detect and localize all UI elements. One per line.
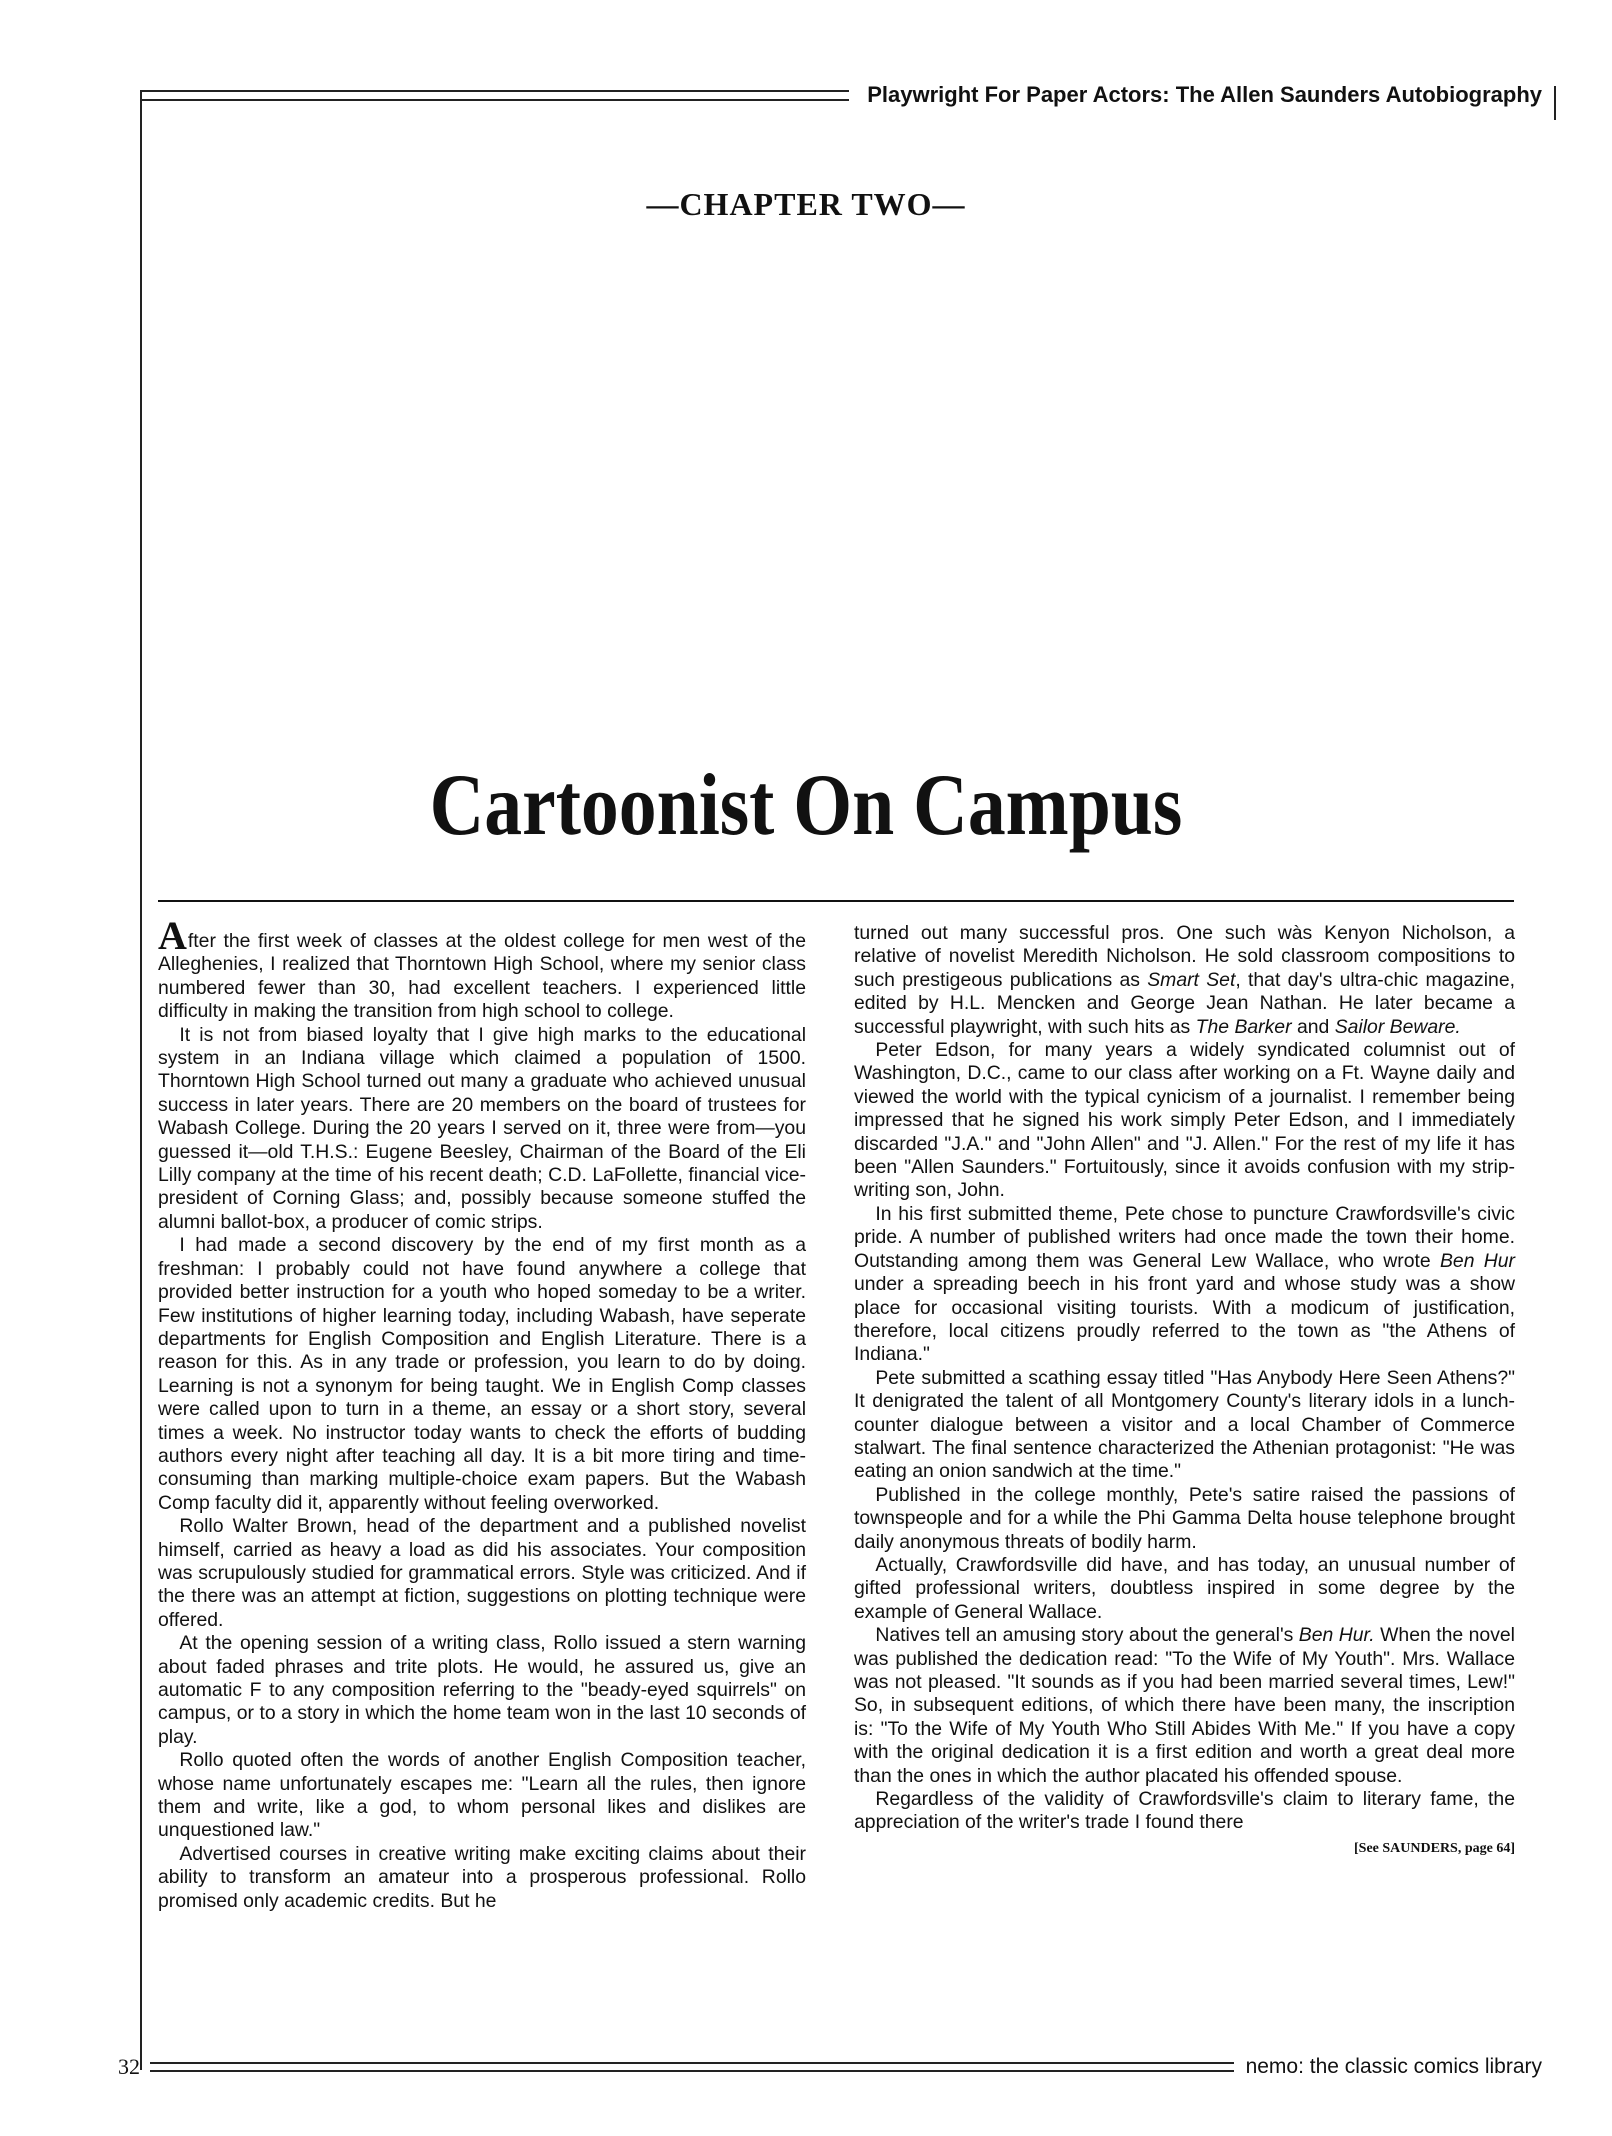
right-column — [854, 922, 1515, 1860]
paragraph: It is not from biased loyalty that I give high marks to the educational system in an Indiana village which claimed a population of 1500. Thorntown High School turned out many a graduate who achieved unusual success in later years. There are 20 members on the board of trustees for Wabash College. During the 20 years I served on it, three were from—you guessed it—old T.H.S.: Eugene Beesley, Chairman of the Board of the Eli Lilly company at the time of his recent death; C.D. LaFollette, financial vice-president of Corning Glass; and, possibly because someone stuffed the alumni ballot-box, a producer of comic strips. — [158, 1023, 806, 1233]
running-header — [140, 76, 1542, 114]
paragraph — [854, 922, 1515, 1039]
left-column — [158, 913, 806, 1913]
text-run: and — [1291, 1015, 1335, 1038]
paragraph: Advertised courses in creative writing make exciting claims about their ability to transform an amateur into a prosperous professional. Rollo promised only academic credits. But he — [158, 1842, 806, 1912]
paragraph: Pete submitted a scathing essay titled "Has Anybody Here Seen Athens?" It denigrated the talent of all Montgomery County's literary idols in a lunch-counter dialogue between a visitor and a local Chamber of Commerce stalwart. The final sentence characterized the Athenian protagonist: "He was eating an onion sandwich at the time." — [854, 1366, 1515, 1483]
italic-title: Sailor Beware. — [1334, 1015, 1461, 1038]
continued-note: [See SAUNDERS, page 64] — [1354, 1840, 1515, 1856]
page-number: 32 — [118, 2054, 140, 2079]
text-run: turned out many successful pros. One such wàs Kenyon Nicholson, a relative of novelist Meredith Nicholson. He sold classroom compositions to such prestigeous publications as — [854, 922, 1515, 991]
text-run: Natives tell an amusing story about the general's — [875, 1624, 1299, 1647]
publication-name: nemo: the classic comics library — [1245, 2055, 1542, 2078]
italic-title: Smart Set — [1147, 968, 1236, 991]
italic-title: The Barker — [1195, 1015, 1292, 1038]
title-rule — [158, 900, 1514, 902]
paragraph — [158, 913, 806, 1024]
paragraph: At the opening session of a writing class, Rollo issued a stern warning about faded phrases and trite plots. He would, he assured us, give an automatic F to any composition referring to the "beady-eyed squirrels" on campus, or to a story in which the home team won in the last 10 seconds of play. — [158, 1632, 806, 1748]
paragraph-text: fter the first week of classes at the oldest college for men west of the Alleghenies, I realized that Thorntown High School, where my senior class numbered fewer than 30, had excellent teachers. I experienced little difficulty in making the transition from high school to college. — [158, 930, 806, 1023]
text-run: , that day's ultra-chic magazine, edited by H.L. Mencken and George Jean Nathan. He later became a successful playwright, with such hits as — [854, 968, 1515, 1038]
paragraph: Regardless of the validity of Crawfordsville's claim to literary fame, the appreciation of the writer's trade I found there — [854, 1788, 1515, 1834]
paragraph: Rollo Walter Brown, head of the department and a published novelist himself, carried as heavy a load as did his associates. Your composition was scrupulously studied for grammatical errors. Style was criticized. And if the there was an attempt at fiction, suggestions on plotting technique were offered. — [158, 1515, 806, 1631]
left-margin-rule — [140, 90, 142, 2070]
header-double-rule — [140, 90, 849, 101]
paragraph: Published in the college monthly, Pete's satire raised the passions of townspeople and for a while the Phi Gamma Delta house telephone brought daily anonymous threats of bodily harm. — [854, 1483, 1515, 1553]
page-footer — [118, 2052, 1542, 2082]
drop-cap: A — [158, 913, 187, 958]
text-run: When the novel was published the dedication read: "To the Wife of My Youth". Mrs. Wallace was not pleased. "It sounds as if you had been married several times, Lew!" So, in subsequent editions, of which there have been many, the inscription is: "To the Wife of My Youth Who Still Abides With Me." If you have a copy with the original dedication it is a first edition and worth a great deal more than the ones in which the author placated his offended spouse. — [854, 1624, 1515, 1787]
paragraph — [854, 1203, 1515, 1367]
running-title: Playwright For Paper Actors: The Allen Saunders Autobiography — [867, 82, 1542, 107]
paragraph: Rollo quoted often the words of another English Composition teacher, whose name unfortunately escapes me: "Learn all the rules, then ignore them and write, like a god, to whom personal likes and dislikes are unquestioned law." — [158, 1749, 806, 1842]
paragraph: Peter Edson, for many years a widely syndicated columnist out of Washington, D.C., came to our class after working on a Ft. Wayne daily and viewed the world with the typical cynicism of a journalist. I remember being impressed that he signed his work simply Peter Edson, and I immediately discarded "J.A." and "John Allen" and "J. Allen." For the rest of my life it has been "Allen Saunders." Fortuitously, since it avoids confusion with my strip-writing son, John. — [854, 1039, 1515, 1202]
header-end-bar — [1554, 86, 1556, 120]
chapter-heading: —CHAPTER TWO— — [646, 186, 966, 222]
paragraph — [854, 1624, 1515, 1788]
text-run: under a spreading beech in his front yard and whose study was a show place for occasional visiting tourists. With a modicum of justification, therefore, local citizens proudly referred to the town as "the Athens of Indiana." — [854, 1273, 1515, 1366]
text-run: In his first submitted theme, Pete chose to puncture Crawfordsville's civic pride. A number of published writers had once made the town their home. Outstanding among them was General Lew Wallace, who wrote — [854, 1202, 1515, 1272]
article-title: Cartoonist On Campus — [429, 757, 1183, 854]
paragraph: I had made a second discovery by the end of my first month as a freshman: I probably could not have found anywhere a college that provided better instruction for a youth who hoped someday to be a writer. Few institutions of higher learning today, including Wabash, have seperate departments for English Composition and English Literature. There is a reason for this. As in any trade or profession, you learn to do by doing. Learning is not a synonym for being taught. We in English Comp classes were called upon to turn in a theme, an essay or a short story, several times a week. No instructor today wants to check the efforts of budding authors every night after teaching all day. It is a bit more tiring and time-consuming than marking multiple-choice exam papers. But the Wabash Comp faculty did it, apparently without feeling overworked. — [158, 1234, 806, 1514]
paragraph: Actually, Crawfordsville did have, and has today, an unusual number of gifted professional writers, doubtless inspired in some degree by the example of General Wallace. — [854, 1553, 1515, 1623]
italic-title: Ben Hur. — [1298, 1624, 1375, 1647]
italic-title: Ben Hur — [1439, 1249, 1515, 1272]
footer-double-rule — [150, 2062, 1234, 2072]
